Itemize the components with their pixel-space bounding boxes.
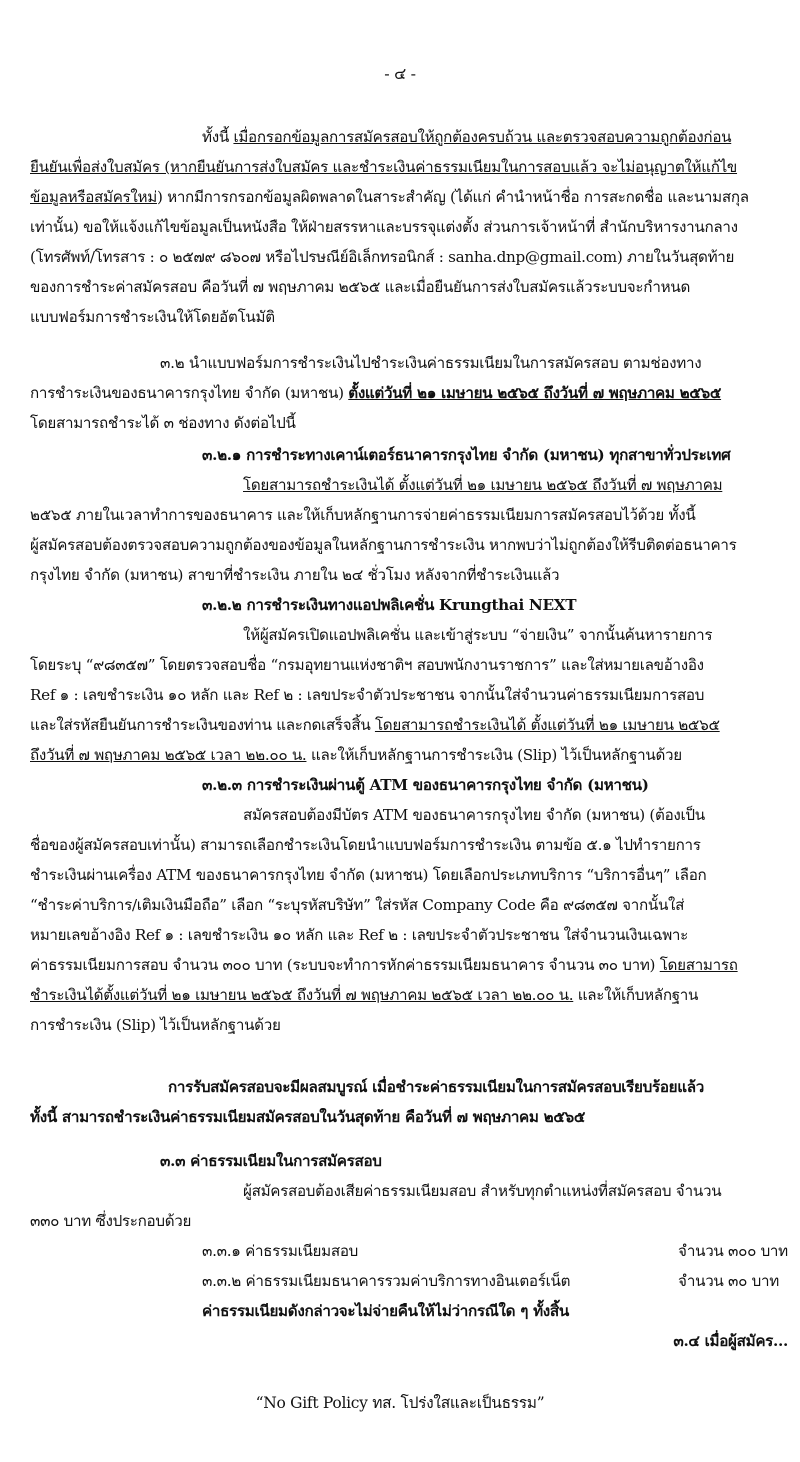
no-refund-note: ค่าธรรมเนียมดังกล่าวจะไม่จ่ายคืนให้ไม่ว่ากรณีใด ๆ ทั้งสิ้น [202,1302,569,1320]
text-line: เท่านั้น) ขอให้แจ้งแก้ไขข้อมูลเป็นหนังสือ ให้ฝ่ายสรรหาและบรรจุแต่งตั้ง ส่วนการเจ้าหน้าที่ สำนักบริหารงานกลาง [30,218,738,236]
fee-amount: จำนวน ๓๐ บาท [678,1272,779,1290]
text-line: ชื่อของผู้สมัครสอบเท่านั้น) สามารถเลือกชำระเงินโดยนำแบบฟอร์มการชำระเงิน ตามข้อ ๕.๑ ไปทำรายการ [30,836,701,854]
section-title: ๓.๓ ค่าธรรมเนียมในการสมัครสอบ [160,1152,382,1170]
text-line: ผู้สมัครสอบต้องเสียค่าธรรมเนียมสอบ สำหรับทุกตำแหน่งที่สมัครสอบ จำนวน [243,1182,722,1200]
text: ทั้งนี้ [202,128,234,146]
text-line: ทั้งนี้ สามารถชำระเงินค่าธรรมเนียมสมัครสอบในวันสุดท้าย คือวันที่ ๗ พฤษภาคม ๒๕๖๕ [30,1108,586,1126]
text-line: ๓๓๐ บาท ซึ่งประกอบด้วย [30,1212,192,1230]
text-line: ๒๕๖๕ ภายในเวลาทำการของธนาคาร และให้เก็บหลักฐานการจ่ายค่าธรรมเนียมการสมัครสอบไว้ด้วย ทั้งนี้ [30,506,696,524]
fee-label: ๓.๓.๑ ค่าธรรมเนียมสอบ [202,1242,358,1260]
underlined-text: ข้อมูลหรือสมัครใหม่ [30,188,157,206]
page-number: - ๔ - [384,64,416,83]
text-line: ยืนยันเพื่อส่งใบสมัคร (หากยืนยันการส่งใบสมัคร และชำระเงินค่าธรรมเนียมในการสอบแล้ว จะไม่อนุญาตให้แก้ไข [30,158,738,176]
underlined-text: โดยสามารถ [659,956,738,974]
text-line: กรุงไทย จำกัด (มหาชน) สาขาที่ชำระเงิน ภายใน ๒๔ ชั่วโมง หลังจากที่ชำระเงินแล้ว [30,566,560,584]
text-line: “ชำระค่าบริการ/เติมเงินมือถือ” เลือก “ระบุรหัสบริษัท” ใส่รหัส Company Code คือ ๙๘๓๕๗ จากนั้นใส่ [30,896,685,914]
fee-item [30,1236,790,1266]
text-line: โดยระบุ “๙๘๓๕๗” โดยตรวจสอบชื่อ “กรมอุทยานแห่งชาติฯ สอบพนักงานราชการ” และใส่หมายเลขอ้างอิง [30,656,704,674]
text-line: ของการชำระค่าสมัครสอบ คือวันที่ ๗ พฤษภาคม ๒๕๖๕ และเมื่อยืนยันการส่งใบสมัครแล้วระบบจะกำหนด [30,278,691,296]
date-range: ตั้งแต่วันที่ ๒๑ เมษายน ๒๕๖๕ ถึงวันที่ ๗ พฤษภาคม ๒๕๖๕ [348,384,722,402]
underlined-text: เมื่อกรอกข้อมูลการสมัครสอบให้ถูกต้องครบถ้วน และตรวจสอบความถูกต้องก่อน [233,128,732,146]
section-3-2-1 [30,440,790,590]
text-line: Ref ๑ : เลขชำระเงิน ๑๐ หลัก และ Ref ๒ : เลขประจำตัวประชาชน จากนั้นใส่จำนวนค่าธรรมเนียมการสอบ [30,686,705,704]
fee-amount: จำนวน ๓๐๐ บาท [678,1242,788,1260]
text-line: (โทรศัพท์/โทรสาร : ๐ ๒๕๗๙ ๘๖๐๗ หรือไปรษณีย์อิเล็กทรอนิกส์ : sanha.dnp@gmail.com) ภายในวันสุดท้าย [30,248,735,266]
section-3-2-3 [30,770,790,1040]
text-line: ๓.๒ นำแบบฟอร์มการชำระเงินไปชำระเงินค่าธรรมเนียมในการสมัครสอบ ตามช่องทาง [160,354,702,372]
text-line: การชำระเงิน (Slip) ไว้เป็นหลักฐานด้วย [30,1016,281,1034]
text: และให้เก็บหลักฐานการชำระเงิน (Slip) ไว้เป็นหลักฐานด้วย [306,746,682,764]
section-3-3 [30,1146,790,1356]
text-line: โดยสามารถชำระได้ ๓ ช่องทาง ดังต่อไปนี้ [30,414,296,432]
continued-marker: ๓.๔ เมื่อผู้สมัคร... [673,1332,788,1350]
text: และให้เก็บหลักฐาน [573,986,699,1004]
text-line: การรับสมัครสอบจะมีผลสมบูรณ์ เมื่อชำระค่าธรรมเนียมในการสมัครสอบเรียบร้อยแล้ว [168,1078,704,1096]
underlined-text: ถึงวันที่ ๗ พฤษภาคม ๒๕๖๕ เวลา ๒๒.๐๐ น. [30,746,307,764]
text-line: ชำระเงินผ่านเครื่อง ATM ของธนาคารกรุงไทย จำกัด (มหาชน) โดยเลือกประเภทบริการ “บริการอื่นๆ” เลือก [30,866,707,884]
text-line: โดยสามารถชำระเงินได้ ตั้งแต่วันที่ ๒๑ เมษายน ๒๕๖๕ ถึงวันที่ ๗ พฤษภาคม [243,476,723,494]
fee-item [30,1266,790,1296]
text-line: ให้ผู้สมัครเปิดแอปพลิเคชั่น และเข้าสู่ระบบ “จ่ายเงิน” จากนั้นค้นหารายการ [243,626,713,644]
underlined-text: ชำระเงินได้ตั้งแต่วันที่ ๒๑ เมษายน ๒๕๖๕ ถึงวันที่ ๗ พฤษภาคม ๒๕๖๕ เวลา ๒๒.๐๐ น. [30,986,574,1004]
text: การชำระเงินของธนาคารกรุงไทย จำกัด (มหาชน) [30,384,349,402]
text-line: สมัครสอบต้องมีบัตร ATM ของธนาคารกรุงไทย จำกัด (มหาชน) (ต้องเป็น [243,806,705,824]
fee-label: ๓.๓.๒ ค่าธรรมเนียมธนาคารรวมค่าบริการทางอินเตอร์เน็ต [202,1272,571,1290]
text: ค่าธรรมเนียมการสอบ จำนวน ๓๐๐ บาท (ระบบจะทำการหักค่าธรรมเนียมธนาคาร จำนวน ๓๐ บาท) [30,956,660,974]
section-3-2-2 [30,590,790,770]
text-line: แบบฟอร์มการชำระเงินให้โดยอัตโนมัติ [30,308,275,326]
text-line: หมายเลขอ้างอิง Ref ๑ : เลขชำระเงิน ๑๐ หลัก และ Ref ๒ : เลขประจำตัวประชาชน ใส่จำนวนเงินเฉพาะ [30,926,688,944]
section-title: ๓.๒.๒ การชำระเงินทางแอปพลิเคชั่น Krungthai NEXT [202,596,577,614]
text: ) หากมีการกรอกข้อมูลผิดพลาดในสาระสำคัญ (ได้แก่ คำนำหน้าชื่อ การสะกดชื่อ และนามสกุล [156,188,749,206]
text: และใส่รหัสยืนยันการชำระเงินของท่าน และกดเสร็จสิ้น [30,716,375,734]
underlined-text: โดยสามารถชำระเงินได้ ตั้งแต่วันที่ ๒๑ เมษายน ๒๕๖๕ [374,716,720,734]
section-title: ๓.๒.๓ การชำระเงินผ่านตู้ ATM ของธนาคารกรุงไทย จำกัด (มหาชน) [202,776,649,794]
footer-policy: “No Gift Policy ทส. โปร่งใสและเป็นธรรม” [255,1394,545,1412]
section-3-2 [30,348,790,438]
section-title: ๓.๒.๑ การชำระทางเคาน์เตอร์ธนาคารกรุงไทย จำกัด (มหาชน) ทุกสาขาทั่วประเทศ [202,446,731,464]
completion-note [30,1072,790,1132]
paragraph-correction-notice [30,122,790,332]
text-line: ผู้สมัครสอบต้องตรวจสอบความถูกต้องของข้อมูลในหลักฐานการชำระเงิน หากพบว่าไม่ถูกต้องให้รีบติดต่อธนาคาร [30,536,737,554]
